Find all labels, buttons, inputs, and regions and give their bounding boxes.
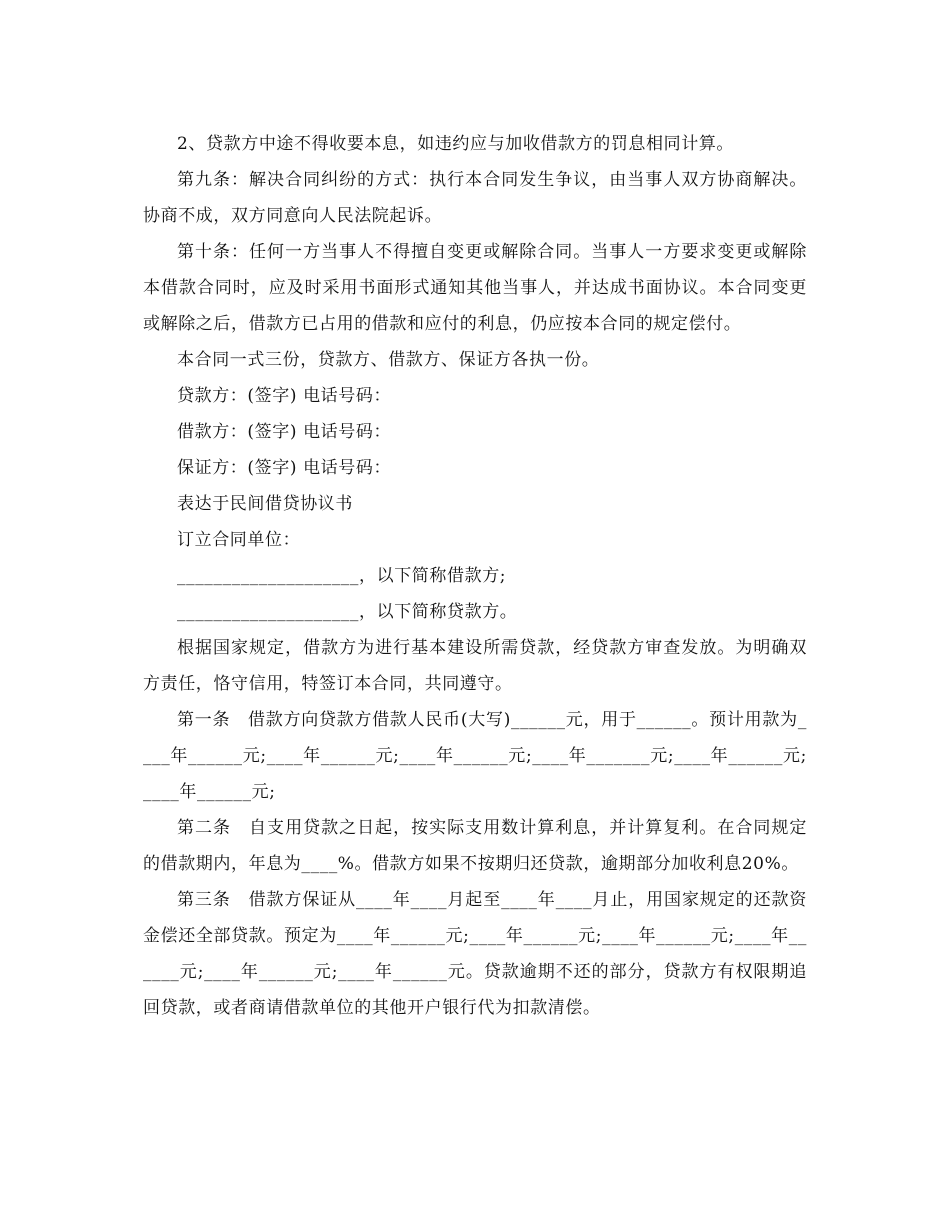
section-title: 表达于民间借贷协议书 (177, 494, 353, 514)
paragraph-article-10: 第十条：任何一方当事人不得擅自变更或解除合同。当事人一方要求变更或解除本借款合同时，应及时采用书面形式通知其他当事人，并达成书面协议。本合同变更或解除之后，借款方已占用的借款和应付的利息，仍应按本合同的规定偿付。 (143, 242, 807, 334)
party-borrower-line: ____________________，以下简称借款方; (177, 566, 507, 586)
document-body (143, 126, 807, 1026)
paragraph-preamble: 根据国家规定，借款方为进行基本建设所需贷款，经贷款方审查发放。为明确双方责任，恪守信用，特签订本合同，共同遵守。 (143, 638, 807, 694)
paragraph-article-1: 第一条 借款方向贷款方借款人民币(大写)______元，用于______。预计用款为____年______元;____年______元;____年______元;____年_______元;____年______元;____年______元; (143, 710, 807, 802)
contract-parties-label: 订立合同单位： (177, 530, 301, 550)
signature-lender: 贷款方：(签字) 电话号码： (177, 386, 392, 406)
signature-borrower: 借款方：(签字) 电话号码： (177, 422, 392, 442)
paragraph-article-9: 第九条：解决合同纠纷的方式：执行本合同发生争议，由当事人双方协商解决。协商不成，双方同意向人民法院起诉。 (143, 170, 807, 226)
paragraph-article-3: 第三条 借款方保证从____年____月起至____年____月止，用国家规定的还款资金偿还全部贷款。预定为____年______元;____年______元;____年______元;____年______元;____年______元;____年______元。贷款逾期不还的部分，贷款方有权限期追回贷款，或者商请借款单位的其他开户银行代为扣款清偿。 (143, 890, 807, 1018)
signature-guarantor: 保证方：(签字) 电话号码： (177, 458, 392, 478)
party-lender-line: ____________________，以下简称贷款方。 (177, 602, 518, 622)
paragraph-copies: 本合同一式三份，贷款方、借款方、保证方各执一份。 (177, 350, 600, 370)
paragraph-article-2: 第二条 自支用贷款之日起，按实际支用数计算利息，并计算复利。在合同规定的借款期内，年息为____%。借款方如果不按期归还贷款，逾期部分加收利息20%。 (143, 818, 807, 874)
paragraph-penalty-interest: 2、贷款方中途不得收要本息，如违约应与加收借款方的罚息相同计算。 (177, 134, 735, 154)
